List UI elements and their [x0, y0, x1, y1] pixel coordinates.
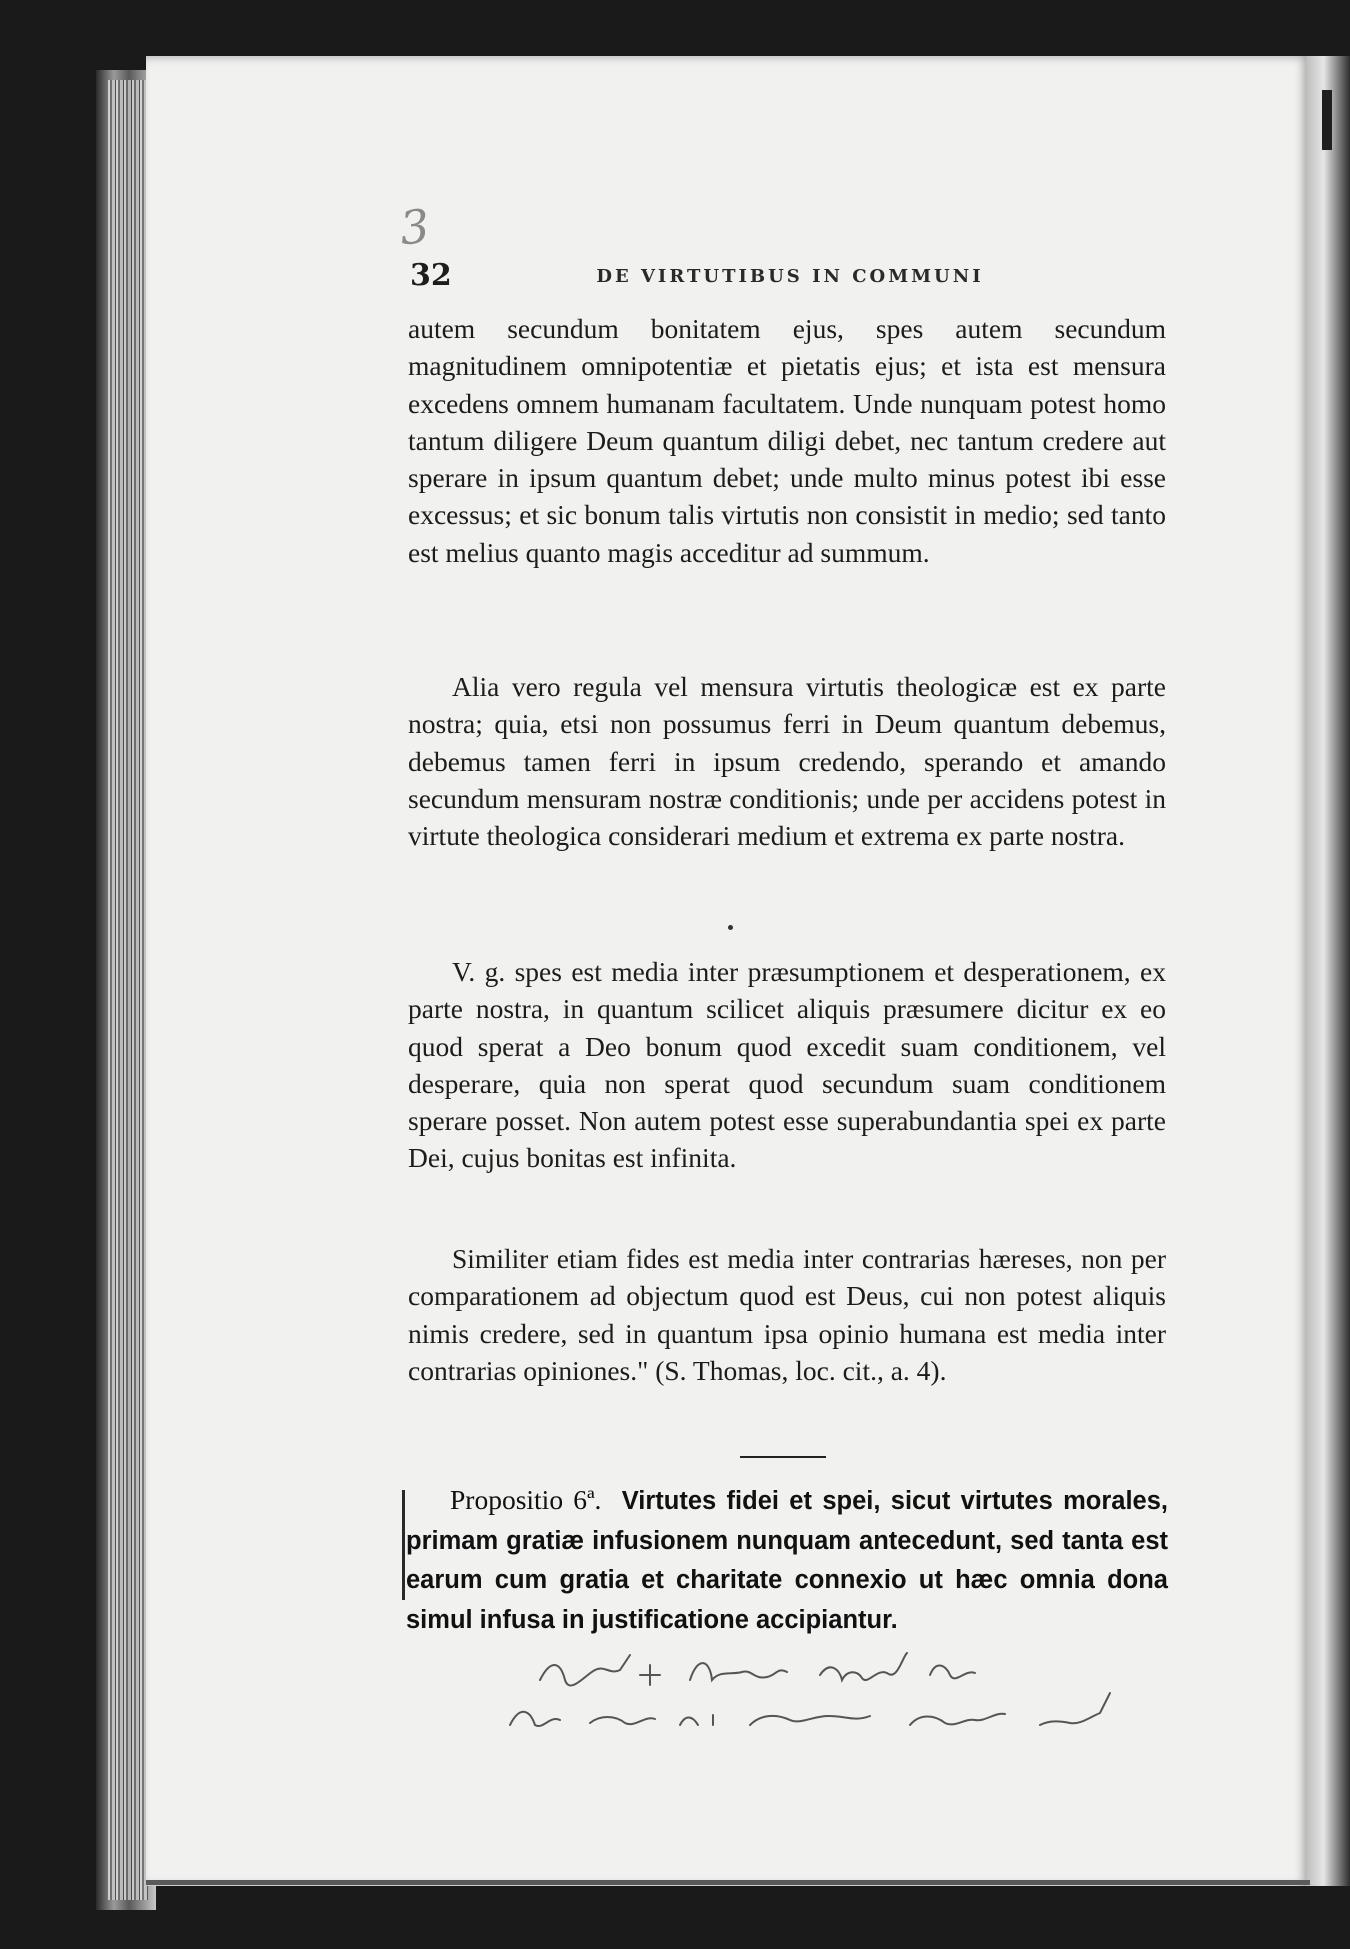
paragraph-2-text: Alia vero regula vel mensura virtutis theologicæ est ex parte nostra; quia, etsi non possumus ferri in Deum quantum debemus, debemus tamen ferri in ipsum credendo, sperando et amando secundum mensuram nostræ conditionis; unde per accidens potest in virtute theologica considerari medium et extrema ex parte nostra. [408, 671, 1166, 852]
handwritten-note [500, 1645, 1180, 1735]
scan-right-edge [1306, 56, 1350, 1886]
paragraph-4 [408, 1240, 1166, 1389]
paragraph-4-text: Similiter etiam fides est media inter contrarias hæreses, non per comparationem ad objectum quod est Deus, cui non potest aliquis nimis credere, sed in quantum ipsa opinio humana est media inter contrarias opiniones." (S. Thomas, loc. cit., a. 4). [408, 1243, 1166, 1386]
proposition-block [406, 1481, 1168, 1639]
margin-pencil-line [402, 1490, 405, 1600]
paragraph-1 [408, 310, 1166, 571]
page-edges [108, 80, 148, 1900]
scan-edge-mark [1322, 90, 1332, 150]
paragraph-3-text: V. g. spes est media inter præsumptionem et desperationem, ex parte nostra, in quantum scilicet aliquis præsumere dicitur ex eo quod sperat a Deo bonum quod excedit suam conditionem, vel desperare, quia non sperat quod secundum suam conditionem sperare posset. Non autem potest esse superabundantia spei ex parte Dei, cujus bonitas est infinita. [408, 956, 1166, 1174]
proposition-statement: Virtutes fidei et spei, sicut virtutes morales, primam gratiæ infusionem nunquam antecedunt, sed tanta est earum cum gratia et charitate connexio ut hæc omnia dona simul infusa in justificatione accipiantur. [406, 1487, 1169, 1634]
paragraph-3 [408, 953, 1166, 1177]
pencil-annotation: 3 [397, 198, 433, 256]
page-number: 32 [410, 258, 452, 293]
stray-dot [728, 925, 733, 930]
paragraph-2 [408, 668, 1166, 854]
paragraph-1-text: autem secundum bonitatem ejus, spes autem secundum magnitudinem omnipotentiæ et pietatis ejus; et ista est mensura excedens omnem humanam facultatem. Unde nunquam potest homo tantum diligere Deum quantum diligi debet, nec tantum credere aut sperare in ipsum quantum debet; unde multo minus potest ibi esse excessus; et sic bonum talis virtutis non consistit in medio; sed tanto est melius quanto magis acceditur ad summum. [408, 313, 1166, 568]
running-head [410, 258, 1170, 298]
proposition-label: Propositio 6ª. [450, 1484, 602, 1515]
section-divider [740, 1456, 826, 1458]
running-title: DE VIRTUTIBUS IN COMMUNI [596, 266, 984, 287]
page-bottom-edge [146, 1880, 1310, 1885]
